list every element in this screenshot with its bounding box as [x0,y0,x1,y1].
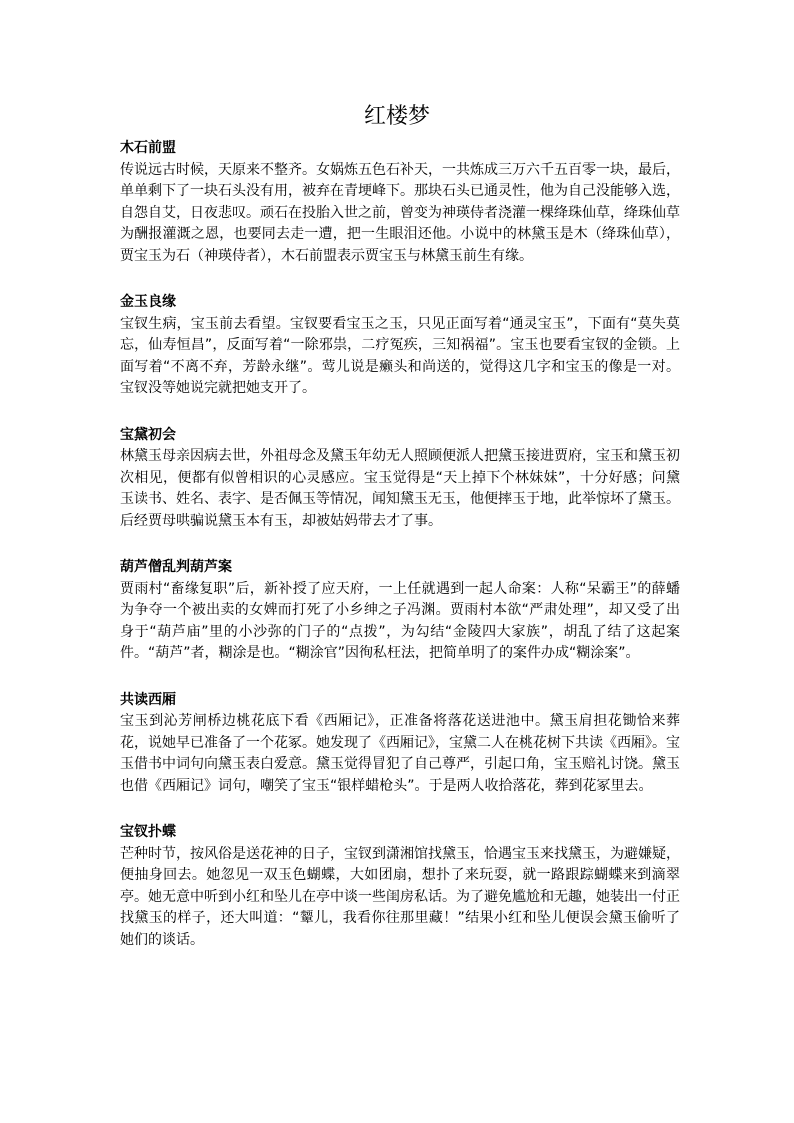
document-title: 红楼梦 [363,104,430,129]
section-body: 林黛玉母亲因病去世，外祖母念及黛玉年幼无人照顾便派人把黛玉接进贾府，宝玉和黛玉初次相见，便都有似曾相识的心灵感应。宝玉觉得是“天上掉下个林妹妹”，十分好感；问黛玉读书、姓名、表字、是否佩玉等情况，闻知黛玉无玉，他便摔玉于地，此举惊坏了黛玉。后经贾母哄骗说黛玉本有玉，却被姑妈带去才了事。 [120,448,680,529]
section-heading: 金玉良缘 [120,294,176,310]
document-content [120,138,680,976]
section-baodai-chuhui [120,425,680,533]
section-heading: 宝黛初会 [120,426,176,443]
section-body: 传说远古时候，天原来不整齐。女娲炼五色石补天，一共炼成三万六千五百零一块，最后，单单剩下了一块石头没有用，被弃在青埂峰下。那块石头已通灵性，他为自己没能够入选，自怨自艾，日夜悲叹。顽石在投胎入世之前，曾变为神瑛侍者浇灌一棵绛珠仙草，绛珠仙草为酬报灌溉之恩，也要同去走一遭，把一生眼泪还他。小说中的林黛玉是木（绛珠仙草），贾宝玉为石（神瑛侍者），木石前盟表示贾宝玉与林黛玉前生有缘。 [120,161,680,264]
section-body: 宝玉到沁芳闸桥边桃花底下看《西厢记》，正准备将落花送进池中。黛玉肩担花锄恰来葬花，说她早已准备了一个花冢。她发现了《西厢记》，宝黛二人在桃花树下共读《西厢》。宝玉借书中词句向黛玉表白爱意。黛玉觉得冒犯了自己尊严，引起口角，宝玉赔礼讨饶。黛玉也借《西厢记》词句，嘲笑了宝玉“银样蜡枪头”。于是两人收拾落花，葬到花冢里去。 [120,713,680,794]
section-gongdu-xixiang [120,690,680,798]
section-hulu-an [120,557,680,665]
section-heading: 木石前盟 [120,140,176,156]
section-heading: 共读西厢 [120,691,176,708]
section-heading: 宝钗扑蝶 [120,824,176,840]
section-baochai-pudie [120,822,680,951]
section-jinyu-liangyuan [120,292,680,400]
section-body: 芒种时节，按风俗是送花神的日子，宝钗到潇湘馆找黛玉，恰遇宝玉来找黛玉，为避嫌疑，便抽身回去。她忽见一双玉色蝴蝶，大如团扇，想扑了来玩耍，就一路跟踪蝴蝶来到滴翠亭。她无意中听到小红和坠儿在亭中谈一些闺房私话。为了避免尴尬和无趣，她装出一付正找黛玉的样子，还大叫道：“颦儿，我看你往那里藏！”结果小红和坠儿便误会黛玉偷听了她们的谈话。 [120,845,680,948]
section-mushi-qianmeng [120,138,680,267]
section-heading: 葫芦僧乱判葫芦案 [120,559,232,575]
section-body: 贾雨村“畜缘复职”后，新补授了应天府，一上任就遇到一起人命案：人称“呆霸王”的薛蟠为争夺一个被出卖的女婢而打死了小乡绅之子冯渊。贾雨村本欲“严肃处理”，却又受了出身于“葫芦庙”里的小沙弥的门子的“点拨”，为勾结“金陵四大家族”，胡乱了结了这起案件。“葫芦”者，糊涂是也。“糊涂官”因徇私枉法，把简单明了的案件办成“糊涂案”。 [120,580,680,661]
section-body: 宝钗生病，宝玉前去看望。宝钗要看宝玉之玉，只见正面写着“通灵宝玉”，下面有“莫失莫忘，仙寿恒昌”，反面写着“一除邪祟，二疗冤疾，三知祸福”。宝玉也要看宝钗的金锁。上面写着“不离不弃，芳龄永继”。莺儿说是癞头和尚送的，觉得这几字和宝玉的像是一对。宝钗没等她说完就把她支开了。 [120,315,680,396]
